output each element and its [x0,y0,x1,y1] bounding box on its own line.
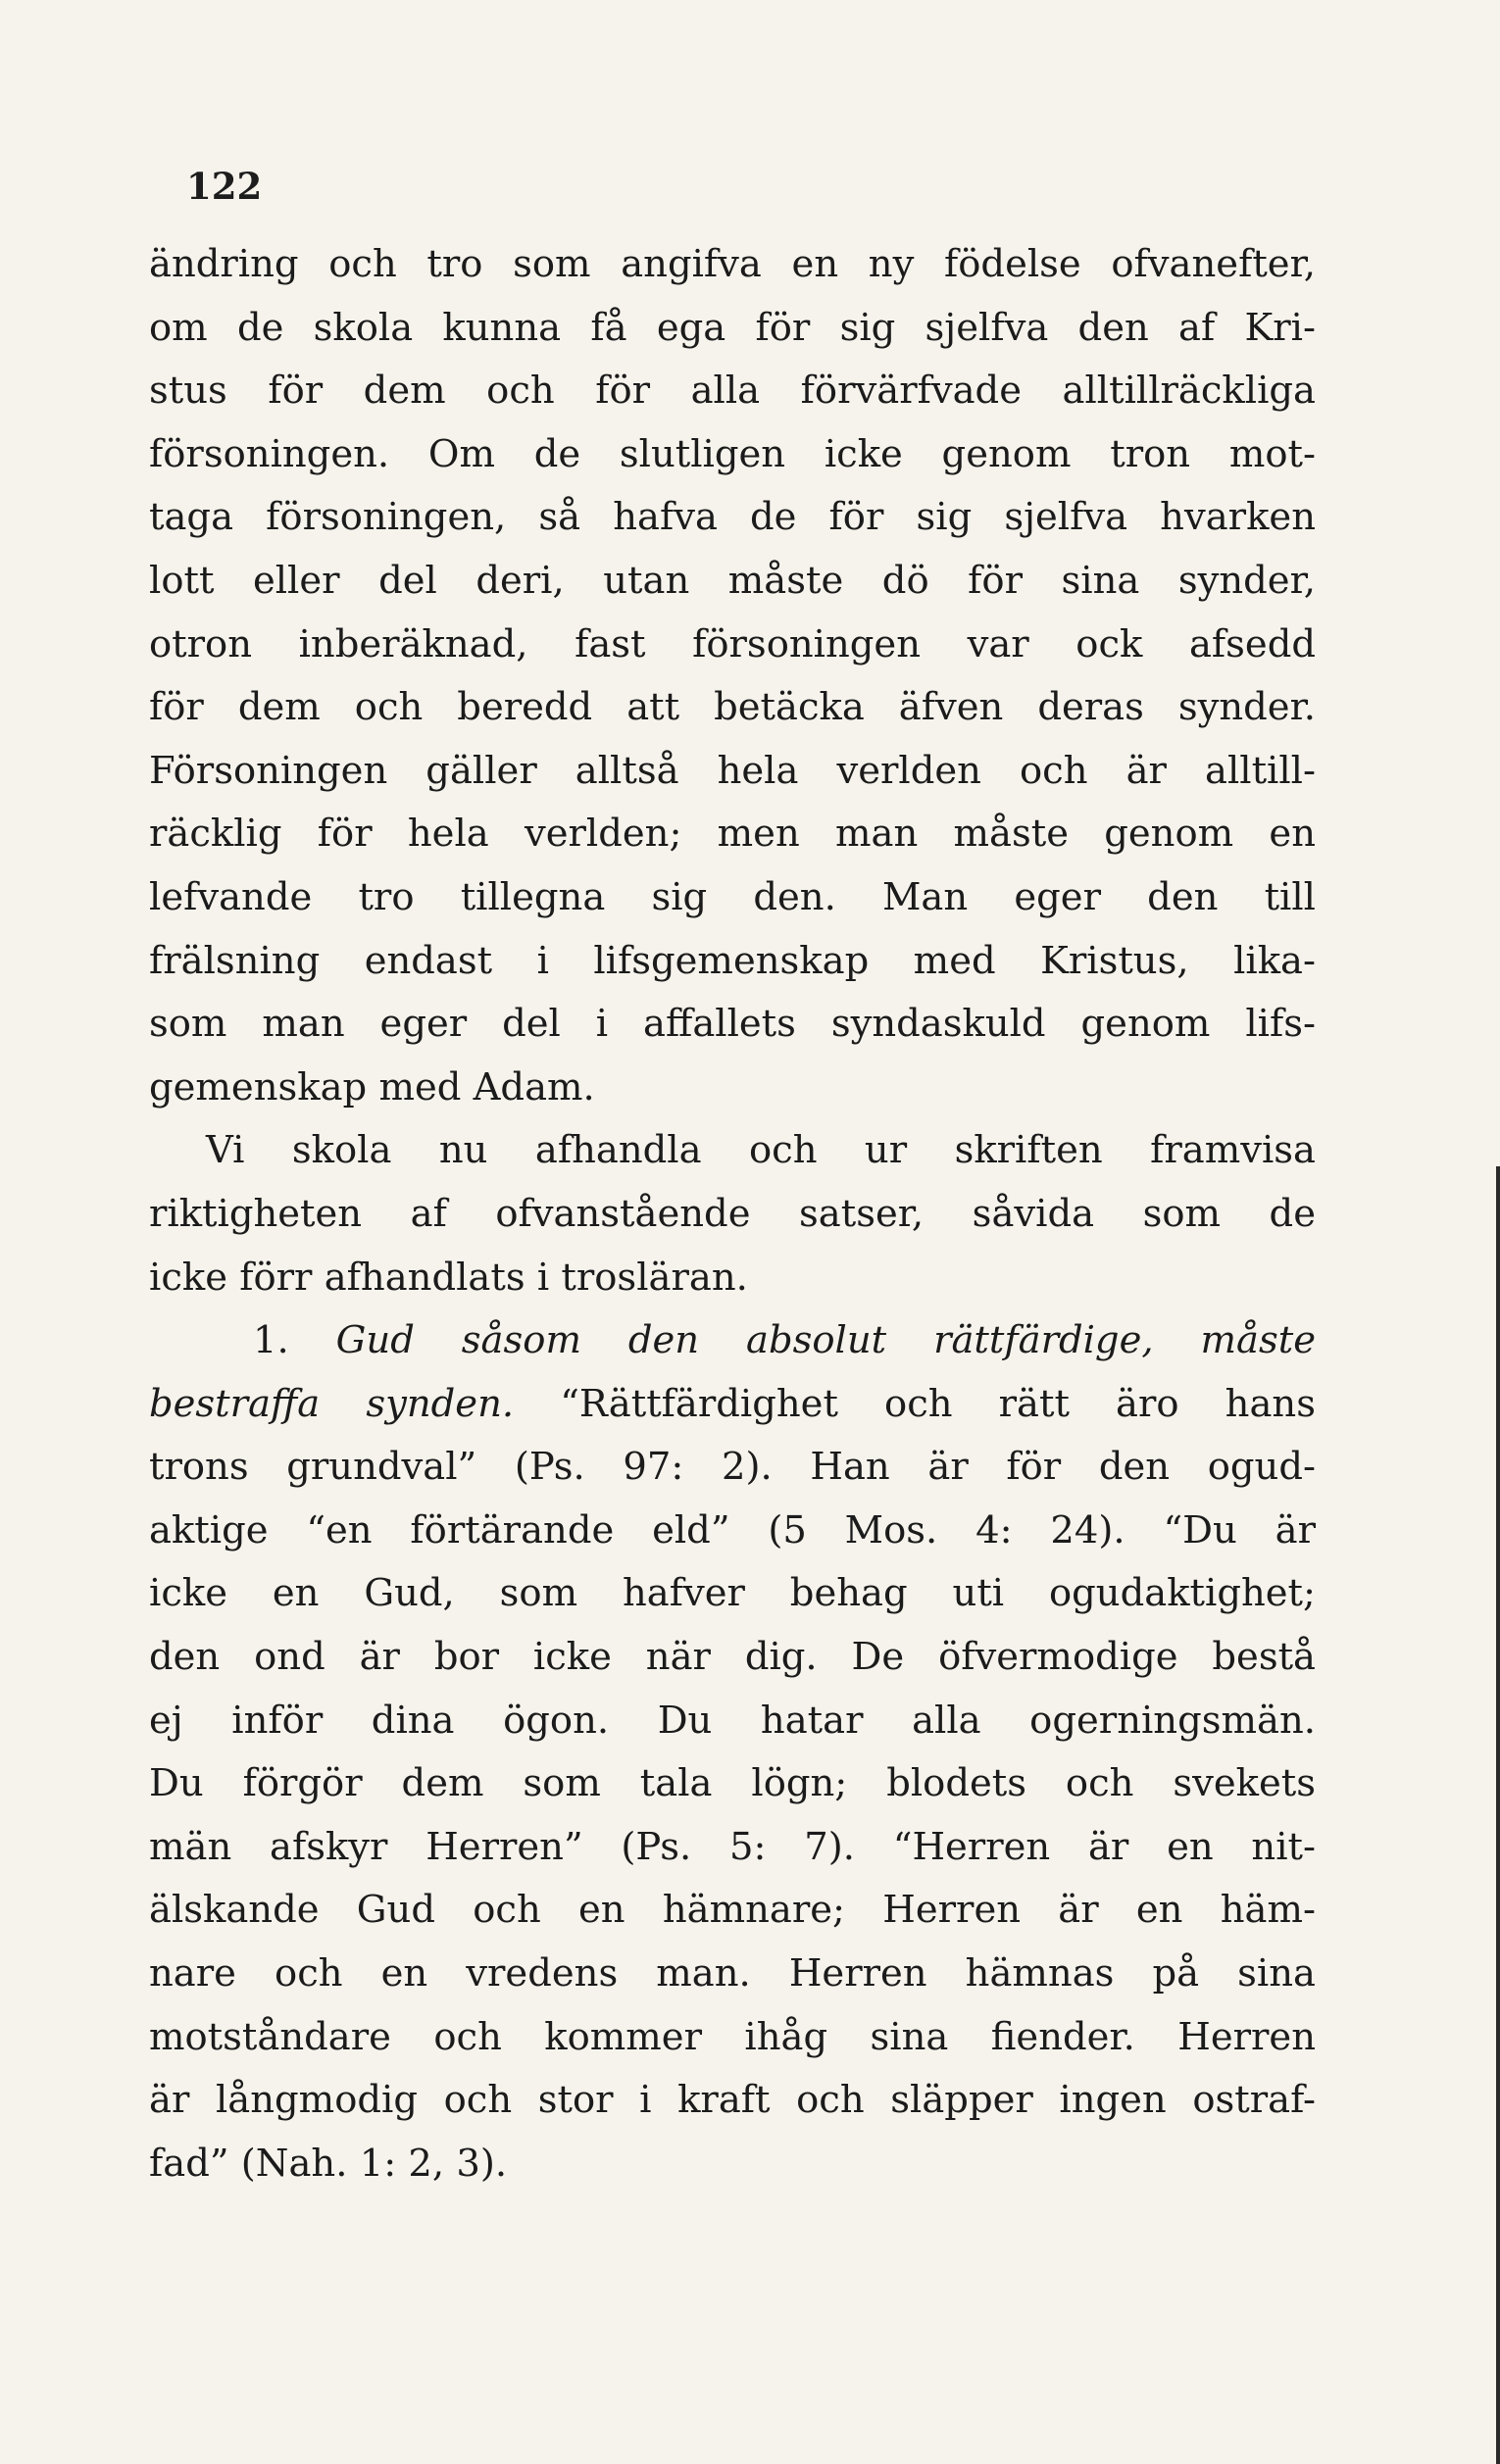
text-line: otron inberäknad, fast försoningen var ock afsedd [149,621,1316,666]
section-heading-line [149,1309,1316,1373]
text-line: motståndare och kommer ihåg sina fiender. Herren [149,2014,1316,2059]
text-line: räcklig för hela verlden; men man måste genom en [149,812,1316,857]
text-line: nare och en vredens man. Herren hämnas på sina [149,1951,1316,1996]
text-line: är långmodig och stor i kraft och släpper ingen ostraf- [149,2078,1316,2123]
body-text [149,233,1316,2195]
section-title-part2: bestraffa synden. [149,1381,515,1426]
text-line: taga försoningen, så hafva de för sig sjelfva hvarken [149,495,1316,540]
text-line: stus för dem och för alla förvärfvade alltillräckliga [149,369,1316,414]
section-number: 1. [253,1318,289,1363]
text-line: lefvande tro tillegna sig den. Man eger den till [149,874,1316,919]
page-edge-shadow [1496,1166,1500,2464]
page-number: 122 [186,165,263,208]
text-line: ändring och tro som angifva en ny födelse ofvanefter, [149,242,1316,286]
text-line: riktigheten af ofvanstående satser, såvida som de [149,1191,1316,1236]
text-line: aktige “en förtärande eld” (5 Mos. 4: 24). “Du är [149,1507,1316,1552]
section-heading-line [149,1373,1316,1437]
text-line: lott eller del deri, utan måste dö för sina synder, [149,558,1316,603]
text-line: försoningen. Om de slutligen icke genom tron mot- [149,431,1316,476]
text-line: om de skola kunna få ega för sig sjelfva den af Kri- [149,305,1316,350]
text-line: trons grundval” (Ps. 97: 2). Han är för den ogud- [149,1445,1316,1490]
text-line: älskande Gud och en hämnare; Herren är en häm- [149,1888,1316,1933]
text-line: gemenskap med Adam. [149,1064,595,1109]
text-line: Försoningen gäller alltså hela verlden och är alltill- [149,748,1316,793]
text-line: ej inför dina ögon. Du hatar alla ogerningsmän. [149,1698,1316,1743]
text-line: den ond är bor icke när dig. De öfvermodige bestå [149,1635,1316,1680]
text-line: män afskyr Herren” (Ps. 5: 7). “Herren är en nit- [149,1824,1316,1869]
text-line: icke en Gud, som hafver behag uti ogudaktighet; [149,1571,1316,1616]
section-text: “Rättfärdighet och rätt äro hans [560,1381,1316,1426]
text-line: frälsning endast i lifsgemenskap med Kristus, lika- [149,938,1316,983]
text-line: Vi skola nu afhandla och ur skriften framvisa [206,1128,1316,1173]
section-title-part1: Gud såsom den absolut rättfärdige, måste [335,1318,1316,1363]
text-line: fad” (Nah. 1: 2, 3). [149,2141,508,2186]
text-line: för dem och beredd att betäcka äfven deras synder. [149,685,1316,730]
text-line: Du förgör dem som tala lögn; blodets och svekets [149,1761,1316,1806]
text-line: som man eger del i affallets syndaskuld genom lifs- [149,1002,1316,1047]
text-line: icke förr afhandlats i trosläran. [149,1255,748,1300]
